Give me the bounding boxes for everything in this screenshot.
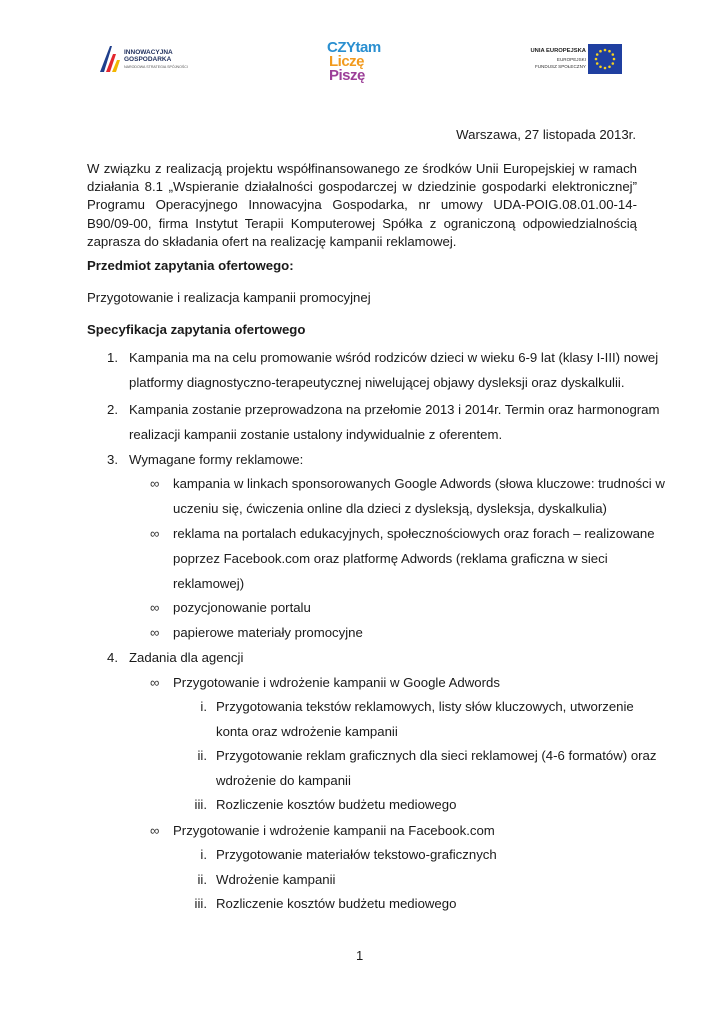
intro-paragraph: [87, 160, 637, 251]
intro-line: działania 8.1 „Wspieranie działalności gospodarczej w dziedzinie gospodarki elektronicznej”: [87, 179, 637, 195]
roman-number: ii.: [197, 872, 207, 887]
list-item-line: Wymagane formy reklamowe:: [129, 452, 304, 467]
page-number: 1: [356, 948, 364, 963]
bullet-item-line: pozycjonowanie portalu: [173, 600, 311, 615]
ig-logo-line2: GOSPODARKA: [124, 56, 172, 63]
list-item-number: 2.: [107, 402, 118, 417]
sub-item: [216, 867, 335, 892]
roman-number: i.: [200, 847, 207, 862]
list-item-line: Zadania dla agencji: [129, 650, 244, 665]
eu-flag-icon: [588, 44, 622, 74]
bullet-item-line: kampania w linkach sponsorowanych Google Adwords (słowa kluczowe: trudności w: [173, 476, 665, 491]
sub-item: [216, 891, 456, 916]
ig-logo-line1: INNOWACYJNA: [124, 49, 173, 56]
task-title: Przygotowanie i wdrożenie kampanii w Google Adwords: [173, 675, 500, 690]
sub-item: [216, 694, 634, 744]
list-item-number: 1.: [107, 350, 118, 365]
infinity-bullet-icon: ∞: [150, 625, 160, 640]
bullet-item-line: reklama na portalach edukacyjnych, społecznościowych oraz forach – realizowane: [173, 526, 655, 541]
ue-logo-line3: FUNDUSZ SPOŁECZNY: [534, 64, 586, 69]
document-date: Warszawa, 27 listopada 2013r.: [456, 127, 636, 142]
sub-item-line: Rozliczenie kosztów budżetu mediowego: [216, 797, 457, 812]
czytam-logo-line3: Piszę: [329, 67, 365, 84]
sub-item-line: Rozliczenie kosztów budżetu mediowego: [216, 896, 457, 911]
sub-item-line: Przygotowanie reklam graficznych dla sieci reklamowej (4-6 formatów) oraz: [216, 748, 657, 763]
bullet-item: [173, 521, 655, 596]
ig-logo-line3: NARODOWA STRATEGIA SPÓJNOŚCI: [124, 65, 188, 69]
list-item: [129, 447, 303, 472]
czytam-logo-line2: Liczę: [329, 53, 365, 70]
sub-item: [216, 792, 456, 817]
list-item-line: Kampania ma na celu promowanie wśród rodziców dzieci w wieku 6-9 lat (klasy I-III) nowej: [129, 350, 659, 365]
sub-item-line: Wdrożenie kampanii: [216, 872, 336, 887]
czytam-licze-pisze-logo: [323, 38, 403, 86]
sub-item-line: wdrożenie do kampanii: [216, 773, 351, 788]
subject-text: Przygotowanie i realizacja kampanii promocyjnej: [87, 290, 371, 305]
bullet-item: [173, 471, 665, 521]
innowacyjna-gospodarka-logo: [100, 44, 192, 78]
list-item-number: 4.: [107, 650, 118, 665]
sub-item: [216, 842, 497, 867]
spec-heading: Specyfikacja zapytania ofertowego: [87, 322, 306, 337]
bullet-item: [173, 620, 363, 645]
list-item-line: Kampania zostanie przeprowadzona na przełomie 2013 i 2014r. Termin oraz harmonogram: [129, 402, 660, 417]
task-title: Przygotowanie i wdrożenie kampanii na Facebook.com: [173, 823, 495, 838]
list-item-number: 3.: [107, 452, 118, 467]
roman-number: i.: [200, 699, 207, 714]
infinity-bullet-icon: ∞: [150, 600, 160, 615]
infinity-bullet-icon: ∞: [150, 476, 160, 491]
list-item-line: platformy diagnostyczno-terapeutycznej niwelującej objawy dysleksji oraz dyskalkulii.: [129, 375, 625, 390]
ue-logo-line1: UNIA EUROPEJSKA: [530, 48, 586, 54]
roman-number: iii.: [194, 896, 207, 911]
header: [0, 36, 724, 86]
infinity-bullet-icon: ∞: [150, 823, 160, 838]
list-item: [129, 345, 658, 395]
intro-line: W związku z realizacją projektu współfinansowanego ze środków Unii Europejskiej w ramach: [87, 161, 637, 176]
sub-item-line: Przygotowanie materiałów tekstowo-graficznych: [216, 847, 497, 862]
bullet-item-line: reklamowej): [173, 576, 245, 591]
bullet-item: [173, 595, 311, 620]
list-item-line: realizacji kampanii zostanie ustalony indywidualnie z oferentem.: [129, 427, 503, 442]
ue-logo-line2: EUROPEJSKI: [556, 57, 586, 62]
unia-europejska-logo: [512, 44, 622, 76]
bullet-item-line: papierowe materiały promocyjne: [173, 625, 363, 640]
ig-logo-mark-icon: [100, 46, 120, 72]
intro-line: ofert na realizację kampanii reklamowej.: [221, 233, 457, 249]
intro-line: firma Instytut Terapii Komputerowej Spółka z ograniczoną odpowiedzialnością zaprasza do składania: [87, 215, 637, 249]
roman-number: ii.: [197, 748, 207, 763]
bullet-item-line: poprzez Facebook.com oraz platformę Adwords (reklama graficzna w sieci: [173, 551, 608, 566]
czytam-logo-line1: CZYtam: [327, 39, 381, 56]
subject-heading: Przedmiot zapytania ofertowego:: [87, 258, 294, 273]
infinity-bullet-icon: ∞: [150, 526, 160, 541]
bullet-item-line: uczeniu się, ćwiczenia online dla dzieci z dysleksją, dysleksja, dyskalkulia): [173, 501, 607, 516]
infinity-bullet-icon: ∞: [150, 675, 160, 690]
list-item: [129, 645, 243, 670]
sub-item-line: konta oraz wdrożenie kampanii: [216, 724, 398, 739]
sub-item: [216, 743, 656, 793]
list-item: [129, 397, 660, 447]
sub-item-line: Przygotowania tekstów reklamowych, listy słów kluczowych, utworzenie: [216, 699, 634, 714]
roman-number: iii.: [194, 797, 207, 812]
intro-line: Programu Operacyjnego Innowacyjna Gospodarka, nr umowy UDA-POIG.08.01.00-14-B90/09-00,: [87, 197, 637, 231]
